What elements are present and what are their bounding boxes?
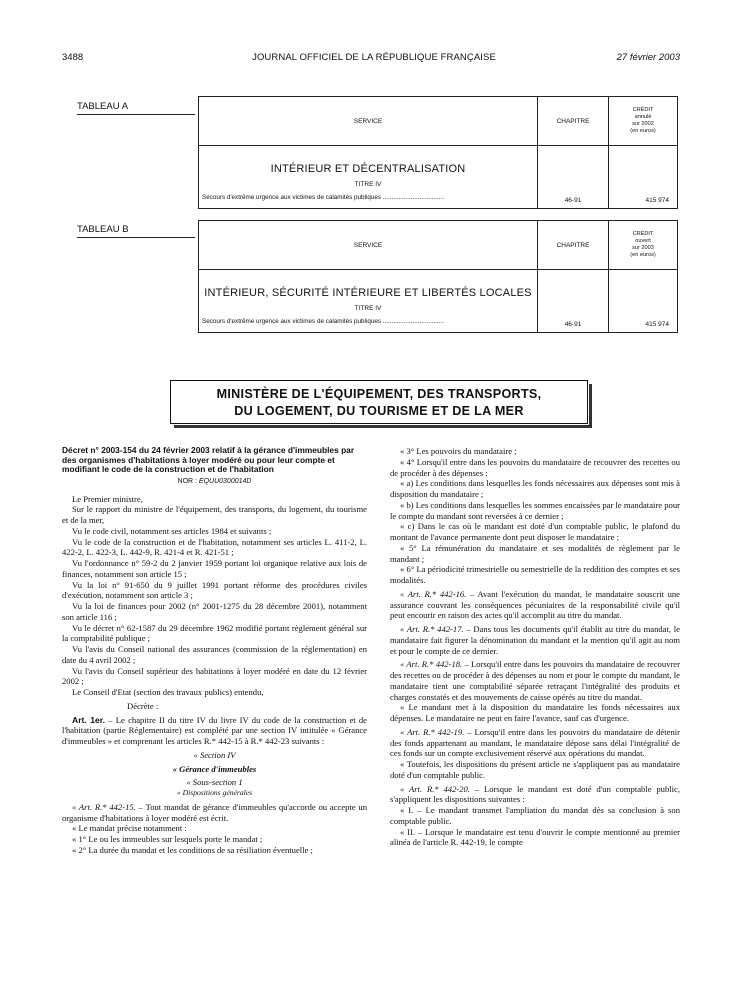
header-credit [609,97,678,146]
decree-title: Décret n° 2003-154 du 24 février 2003 relatif à la gérance d'immeubles par des organismes d'habitations à loyer modéré ou pour leur compte et modifiant le code de la construction et de l'habitation [62,445,355,475]
credit-line: (en euros) [630,128,656,134]
article-r442-20 [390,784,680,806]
paragraph: « a) Les conditions dans lesquelles les fonds nécessaires aux dépenses sont mis à disposition du mandataire ; [390,478,680,499]
header-chapitre: CHAPITRE [538,97,609,146]
paragraph: « 1° Le ou les immeubles sur lesquels porte le mandat ; [72,834,263,845]
paragraph: « Le mandat précise notamment : [72,823,187,834]
section-title: INTÉRIEUR ET DÉCENTRALISATION [270,163,466,175]
article-r442-19 [390,727,680,759]
paragraph: « c) Dans le cas où le mandant est doté d'un comptable public, le plafond du montant de l'avance permanente dont peut disposer le mandataire ; [390,521,680,542]
section-name: « Gérance d'immeubles [172,763,257,774]
article-label: « Art. R.* 442-16. [400,588,467,599]
publication-date: 27 février 2003 [616,52,680,63]
article-r442-15 [62,802,367,824]
article-label: Art. 1er. [72,714,106,725]
paragraph: « 5° La rémunération du mandataire et ses modalités de règlement par le mandant ; [390,542,680,564]
paragraph: « I. – Le mandant transmet l'ampliation du mandat dès sa conclusion à son comptable public. [390,805,680,826]
row-label-text: Secours d'extrême urgence aux victimes de calamités publiques [202,194,382,201]
paragraph: Vu le code civil, notamment ses articles 1984 et suivants ; [72,525,272,536]
tableau-b-label: TABLEAU B [77,224,195,238]
tableau-b [198,220,678,333]
article-text: – Lorsqu'il entre dans les pouvoirs du mandataire de détenir des fonds appartenant au mandant, le mandataire dépose sans délai l'intégralité de ces fonds sur un compte exclusivement réservé aux opérations du mandat. [390,726,680,759]
article-text: – Lorsqu'il entre dans les pouvoirs du mandataire de recouvrer des recettes ou de procéder à des dépenses au nom et pour le compte du mandant, le mandataire tient une comptabilité séparée retraçant l'intégralité des produits et charges constatés et des mouvements de caisse opérés au titre du mandat. [390,659,680,702]
tableau-a [198,96,678,209]
service-cell [199,270,538,333]
nor-reference [62,477,367,488]
header-chapitre: CHAPITRE [538,221,609,270]
tableau-a-label: TABLEAU A [77,101,195,115]
header-service: SERVICE [199,221,538,270]
ministry-heading [170,380,588,424]
row-label: Secours d'extrême urgence aux victimes de calamités publiques ................................... [202,194,444,201]
credit-line: CRÉDIT [632,231,654,237]
paragraph: Le Premier ministre, [72,493,143,504]
header-credit [609,221,678,270]
credit-line: (en euros) [630,252,656,258]
article-label: « Art. R.* 442-15. [72,801,136,812]
article-text: – Avant l'exécution du mandat, le mandataire souscrit une assurance couvrant les conséquences pécuniaires de la responsabilité civile qu'il peut encourir en raison des actes qu'il accomplit au titre du mandat. [390,588,680,621]
ministry-line: MINISTÈRE DE L'ÉQUIPEMENT, DES TRANSPORTS, [216,387,542,401]
paragraph: Vu le décret n° 62-1587 du 29 décembre 1962 modifié portant règlement général sur la comptabilité publique ; [62,622,367,644]
article-text: – Dans tous les documents qu'il établit au titre du mandat, le mandataire fait figurer la dénomination du mandant et la mention qu'il agit au nom et pour le compte de ce dernier. [390,624,680,656]
header-service: SERVICE [199,97,538,146]
section-title: INTÉRIEUR, SÉCURITÉ INTÉRIEURE ET LIBERTÉS LOCALES [204,287,532,299]
row-chapitre: 46-91 [538,146,609,209]
paragraph: Vu la loi de finances pour 2002 (n° 2001-1275 du 28 décembre 2001), notamment son article 116 ; [62,601,367,622]
paragraph: « II. – Lorsque le mandataire est tenu d'ouvrir le compte mentionné au premier alinéa de l'article R. 442-19, le compte [390,826,680,848]
paragraph: « Toutefois, les dispositions du présent article ne s'appliquent pas au mandataire doté d'un comptable public. [390,759,680,780]
ministry-line: DU LOGEMENT, DU TOURISME ET DE LA MER [234,404,524,418]
credit-line: sur 2002 [632,121,654,127]
row-credit: 415 974 [609,270,678,333]
article-r442-16 [390,589,680,621]
nor-label: NOR : [177,477,199,485]
paragraph: « Le mandant met à la disposition du mandataire les fonds nécessaires aux dépenses. Le mandataire ne peut en faire l'avance, sauf cas d'urgence. [390,702,680,723]
article-r442-18 [390,659,680,702]
subsection-name: « Dispositions générales [176,788,253,798]
article-1 [62,715,367,747]
journal-title: JOURNAL OFFICIEL DE LA RÉPUBLIQUE FRANÇAISE [252,52,496,63]
article-text: – Tout mandat de gérance d'immeubles qu'accorde ou accepte un organisme d'habitations à loyer modéré est écrit. [62,801,368,823]
paragraph: Vu l'avis du Conseil national des assurances (commission de la réglementation) en date du 4 avril 2002 ; [62,644,367,665]
credit-line: CRÉDIT [632,107,654,113]
nor-value: EQUU0300014D [198,477,252,485]
subsection-title: TITRE IV [354,305,382,312]
credit-line: sur 2003 [632,245,654,251]
article-label: « Art. R.* 442-20. [400,783,470,794]
paragraph: « 4° Lorsqu'il entre dans les pouvoirs du mandataire de recouvrer des recettes ou de procéder à des dépenses : [390,456,680,478]
paragraph: Vu l'ordonnance n° 59-2 du 2 janvier 1959 portant loi organique relative aux lois de finances, notamment son article 15 ; [62,558,367,579]
right-column [390,446,680,848]
article-label: « Art. R.* 442-18. [400,659,463,670]
paragraph: Le Conseil d'Etat (section des travaux publics) entendu, [72,687,264,698]
row-credit: 415 974 [609,146,678,209]
credit-line: ouvert [635,238,651,244]
article-r442-17 [390,624,680,656]
paragraph: « b) Les conditions dans lesquelles les sommes encaissées par le mandataire pour le compte du mandant sont reversées à ce dernier ; [390,499,680,521]
row-chapitre: 46-91 [538,270,609,333]
decrete: Décrète : [127,700,159,711]
left-column [62,446,367,856]
article-label: « Art. R.* 442-19. [400,726,465,737]
section-heading: « Section IV [193,749,236,760]
article-label: « Art. R.* 442-17. [400,624,464,634]
row-label: Secours d'extrême urgence aux victimes de calamités publiques ................................... [202,318,444,325]
subsection-title: TITRE IV [354,181,382,188]
paragraph: Vu la loi n° 91-650 du 9 juillet 1991 portant réforme des procédures civiles d'exécution, notamment son article 3 ; [62,579,367,601]
paragraph: Vu le code de la construction et de l'habitation, notamment ses articles L. 411-2, L. 422-2, L. 422-3, L. 442-9, R. 421-4 et R. 421-51 ; [62,536,367,558]
page-number: 3488 [62,52,84,63]
paragraph: « 3° Les pouvoirs du mandataire ; [400,446,517,456]
subsection-heading: « Sous-section 1 [186,777,243,788]
service-cell [199,146,538,209]
row-label-text: Secours d'extrême urgence aux victimes de calamités publiques [202,318,382,325]
paragraph: « 2° La durée du mandat et les conditions de sa résiliation éventuelle ; [72,844,313,855]
article-text: – Le chapitre II du titre IV du livre IV du code de la construction et de l'habitation (partie Réglementaire) est complété par une section IV intitulée « Gérance d'immeubles » et comprenant les articles R.* 442-15 à R.* 442-23 suivants : [62,714,367,747]
paragraph: Vu l'avis du Conseil supérieur des habitations à loyer modéré en date du 12 février 2002 ; [62,665,367,687]
article-text: – Lorsque le mandant est doté d'un comptable public, s'appliquent les dispositions suivantes : [390,783,680,805]
paragraph: Sur le rapport du ministre de l'équipement, des transports, du logement, du tourisme et de la mer, [62,504,367,526]
credit-line: annulé [634,114,652,120]
paragraph: « 6° La périodicité trimestrielle ou semestrielle de la reddition des comptes et ses modalités. [390,564,680,585]
